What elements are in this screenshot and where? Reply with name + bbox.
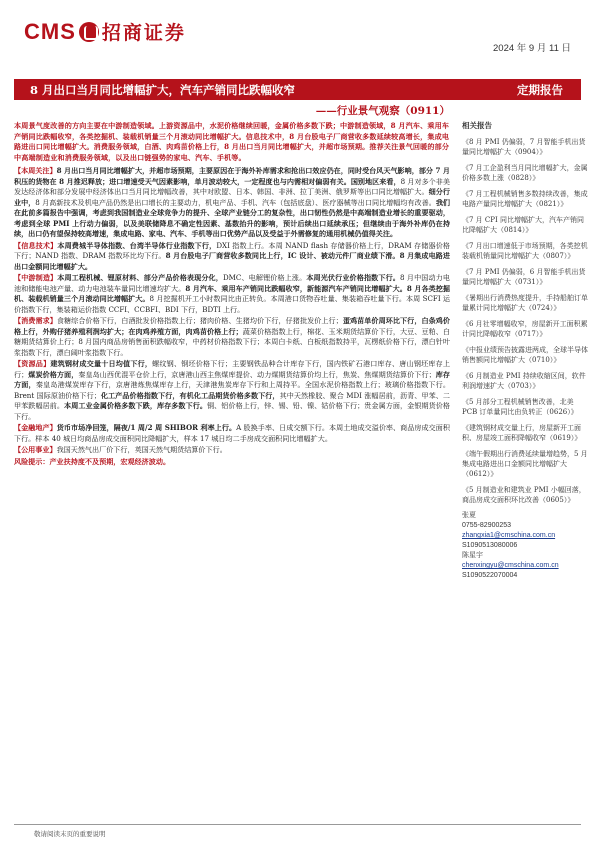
section-text: 8 月高新技术及机电产品仍然是出口增长的主要动力，机电产品、手机、汽车（包括底盘）、医疗器械等出口同比增幅均有改善。 bbox=[35, 197, 436, 207]
report-title: 8 月出口当月同比增幅扩大，汽车产销同比跌幅收窄 bbox=[30, 83, 296, 97]
cms-logo bbox=[24, 18, 186, 45]
related-report-link[interactable]: 《建筑钢材成交量上行，房屋新开工面积、房屋竣工面积降幅收窄（0619）》 bbox=[462, 424, 582, 442]
section-bold-text: 本周工程机械、锂原材料、部分产品价格表现分化， bbox=[57, 273, 223, 282]
section-bold-text: 蛋鸡苗单价周环比下行，白条鸡价格上行，外购仔猪养殖利润均扩大；在肉鸡养殖方面，肉鸡苗价格上行； bbox=[14, 316, 451, 336]
section-bold-text: 库存方面， bbox=[14, 369, 451, 389]
section-text: DMC、电解锂价格上涨。 bbox=[222, 273, 307, 282]
section-it bbox=[14, 241, 450, 273]
section-text: A 股换手率、日成交额下行。本周土地成交溢价率、商品房成交面积下行。样本 40 城日均商品房成交面积同比降幅扩大，样本 17 城日均二手房成交面积同比增幅扩大。 bbox=[14, 423, 450, 443]
section-text: 食糖综合价格下行，白酒批发价格指数上行； bbox=[56, 316, 200, 325]
section-bold-text: 煤炭价格方面， bbox=[28, 369, 79, 379]
analyst-phone: 0755-82900253 bbox=[462, 522, 512, 529]
related-report-link[interactable]: 《7 月 PMI 仍偏弱，6 月智能手机出货量同比增幅扩大（0731）》 bbox=[462, 268, 586, 286]
related-report-link[interactable]: 《7 月工程机械销售多数持续改善，集成电路产量同比增幅扩大（0821）》 bbox=[462, 190, 588, 208]
section-resources bbox=[14, 359, 450, 422]
section-text: 8 月挖掘机开工小时数同比由正转负。本周港口货物吞吐量、集装箱吞吐量下行。 bbox=[149, 294, 407, 303]
section-bold-text: 本周工业金属价格多数下跌，库存多数下行。 bbox=[64, 401, 208, 410]
section-bold-text: 8 月汽车、乘用车产销同比跌幅收窄，新能源汽车产销同比增幅扩大。8 月各类挖掘机、装载机销量三个月滚动同比增幅扩大。 bbox=[14, 283, 450, 303]
logo-cms-text: CMS bbox=[24, 18, 76, 44]
logo-cn-text: 招商证券 bbox=[101, 22, 186, 44]
section-tag: 【资源品】 bbox=[14, 359, 51, 368]
related-report-link[interactable]: 《6 月社零增幅收窄，房屋新开工面积累计同比降幅收窄（0717）》 bbox=[462, 320, 588, 338]
section-manufacturing bbox=[14, 273, 450, 315]
analyst-email-link[interactable]: zhangxia1@cmschina.com.cn bbox=[462, 532, 556, 539]
related-reports-heading: 相关报告 bbox=[462, 121, 492, 130]
section-text: 秦皇岛港煤炭库存下行，京唐港炼焦煤库存上行，天津港焦炭库存下行和上周持平。全国水泥价格指数上行；玻璃价格指数下行。Brent 国际原油价格下行； bbox=[14, 380, 450, 400]
section-text: 蔬菜价格指数上行，棉花、玉米期货结算价下行，大豆、豆粕、白糖期货结算价上行； bbox=[14, 326, 451, 346]
section-text: 其中天然橡胶、聚合 MDI 涨幅居前，沥青、甲苯、二甲苯跌幅居前。 bbox=[14, 390, 451, 410]
report-header bbox=[14, 14, 581, 54]
section-text: DXI 指数上行。本周 NAND flash 存储器价格上行，DRAM 存储器价格下行；NAND 指数、DRAM 指数环比均下行。 bbox=[14, 240, 451, 260]
section-text: 本周 SCFI 运价指数下行，集装箱运价指数 CCFI、CCBFI、BDI 下行，BDTI 上行。 bbox=[14, 294, 451, 314]
section-tag: 【信息技术】 bbox=[14, 240, 58, 250]
section-text: 秦皇岛山西优混平仓价上行，京唐港山西主焦煤库提价、动力煤期货结算价均上行，焦炭、焦煤期货结算价下行； bbox=[78, 369, 436, 379]
section-finance bbox=[14, 423, 450, 444]
section-focus bbox=[14, 166, 450, 240]
section-tag: 【金融地产】 bbox=[14, 423, 57, 432]
related-report-link[interactable]: 《中报业绩预告披露进两成，全球半导体销售额同比增幅扩大（0710）》 bbox=[462, 346, 588, 364]
section-text: 8 月中国动力电池和储能电池产量、动力电池装车量同比增速均扩大。 bbox=[14, 273, 450, 293]
report-type: 定期报告 bbox=[517, 83, 563, 97]
section-text: 铜、铝价格上行，锌、锡、铅、镍、钴价格下行；贵金属方面，金银期货价格下行。 bbox=[14, 401, 451, 421]
section-tag: 【消费需求】 bbox=[14, 316, 57, 325]
section-utilities bbox=[14, 445, 450, 456]
title-bar bbox=[14, 79, 581, 100]
related-report-link[interactable]: 《5 月制造业和建筑业 PMI 小幅回落，商品房成交面积环比改善（0605）》 bbox=[462, 486, 586, 504]
section-text: 8 月对多个非美发达经济体和部分发展中经济体出口当月同比增幅改善，其中对欧盟、日本、韩国、非洲、拉丁美洲、俄罗斯等出口同比增幅扩大。 bbox=[14, 176, 450, 196]
report-date: 2024 年 9 月 11 日 bbox=[493, 43, 571, 54]
risk-warning: 风险提示：产业扶持度不及预期，宏观经济波动。 bbox=[14, 456, 171, 466]
footer-divider bbox=[14, 824, 581, 825]
footer-disclaimer: 敬请阅读末页的重要说明 bbox=[34, 830, 106, 838]
section-bold-text: 我们在此前多篇报告中强调，考虑到我国制造业全球竞争力的提升、全球产业链分工的复杂性，出口韧性仍然是中高端制造业增长的重要驱动，考虑到全球 PMI 上行动力偏弱，以及美联储降息不确定性因素、基数抬升的影响，预计后续出口延续承压；但继续由于海外补库仍在持续，出口仍有望保持较高增速，集成电路、家电、汽车、手机等出口优势产品以及受益于外需修复的通用机械仍值得关注。 bbox=[14, 197, 451, 238]
analyst-name: 陈星宇 bbox=[462, 552, 483, 559]
section-bold-text: 8 月出口当月同比增幅扩大，并超市场预期，主要原因在于海外补库需求和抢出口效应仍在，同时受台风天气影响，部分 7 月积压的货物在 8 月推迟释放；进口增速受天气因素影响，单月波动较大，一定程度也与内需相对偏弱有关。国别地区来看， bbox=[14, 166, 451, 186]
section-consumption bbox=[14, 316, 450, 358]
section-bold-text: 本周光伏行业价格指数下行。 bbox=[306, 273, 400, 282]
related-report-link[interactable]: 《6 月制造业 PMI 持续收缩区间，软件利润增速扩大（0703）》 bbox=[462, 372, 586, 390]
analyst-email-link[interactable]: chenxingyu@cmschina.com.cn bbox=[462, 562, 559, 569]
section-text: 8 月国内商品房销售面积跌幅收窄，中药材价格指数下行；本周白卡纸、白板纸指数持平，瓦楞纸价格下行，漂白针叶浆指数下行，漂白阔叶浆指数下行。 bbox=[14, 337, 451, 357]
section-tag: 【中游制造】 bbox=[14, 273, 58, 282]
related-report-link[interactable]: 《7 月工企盈利当月同比增幅扩大，金属价格多数上涨（0828）》 bbox=[462, 164, 588, 182]
section-bold-text: 货币市场净回笼，隔夜/1 周/2 周 SHIBOR 利率上行。 bbox=[56, 423, 237, 432]
related-report-link[interactable]: 《端午假期出行消费延续量增趋势，5 月集成电路进出口金额同比增幅扩大（0612）》 bbox=[462, 450, 588, 478]
related-report-link[interactable]: 《7 月 CPI 同比增幅扩大，汽车产销同比降幅扩大（0814）》 bbox=[462, 216, 584, 234]
section-tag: 【公用事业】 bbox=[14, 445, 57, 454]
related-report-link[interactable]: 《暑期出行消费热度提升，手持船舶订单量累计同比增幅扩大（0724）》 bbox=[462, 294, 588, 312]
section-bold-text: 8 月台股电子厂商营收多数同比上行，IC 设计、被动元件厂商业绩下滑。8 月集成电路进出口金额同比增幅扩大。 bbox=[14, 251, 450, 271]
related-reports-list bbox=[462, 137, 590, 505]
related-report-link[interactable]: 《7 月出口增速低于市场预期，各类挖机装载机销量同比增幅扩大（0807）》 bbox=[462, 242, 588, 260]
section-bold-text: 化工产品价格指数下行，有机化工品期货价格多数下行， bbox=[100, 390, 280, 400]
analyst-cert: S1090522070004 bbox=[462, 572, 518, 579]
analyst-contacts bbox=[462, 511, 590, 581]
logo-mark-icon bbox=[79, 22, 99, 42]
sidebar bbox=[462, 121, 590, 581]
section-bold-text: 建筑钢材成交量十日均值下行， bbox=[50, 359, 153, 368]
section-text: 猪肉价格、生猪均价下行，仔猪批发价上行； bbox=[199, 316, 343, 325]
section-bold-text: 细分行业中， bbox=[14, 187, 450, 207]
related-report-link[interactable]: 《8 月 PMI 仍偏弱，7 月智能手机出货量同比增幅扩大（0904）》 bbox=[462, 138, 586, 156]
summary-paragraph: 本周景气度改善的方向主要在中游制造领域。上游资源品中，水泥价格继续回暖，金属价格多数下跌；中游制造领域，8 月汽车、乘用车产销同比跌幅收窄，各类挖掘机、装载机销量三个月滚动同比增幅扩大。信息技术中，8 月台股电子厂商营收多数延续较高增长，集成电路进出口同比增幅扩大。消费服务领域，白酒、肉鸡苗价格上行，8 月出口当月同比增幅扩大，并超市场预期。推荐关注景气回暖的部分中高端制造业和消费服务领域，以及出口链强势的家电、汽车、手机等。 bbox=[14, 121, 450, 162]
analyst-name: 张夏 bbox=[462, 512, 476, 519]
main-column bbox=[14, 121, 450, 468]
section-bold-text: 本周费城半导体指数、台湾半导体行业指数下行， bbox=[57, 240, 217, 250]
section-text: 我国天然气出厂价下行，英国天然气期货结算价下行。 bbox=[56, 445, 227, 454]
related-report-link[interactable]: 《5 月部分工程机械销售改善，北美 PCB 订单量同比由负转正（0626）》 bbox=[462, 398, 578, 416]
analyst-cert: S1090513080006 bbox=[462, 542, 518, 549]
section-tag: 【本周关注】 bbox=[14, 166, 57, 175]
section-text: 螺纹钢、钢坯价格下行；主要钢铁品种合计库存下行，国内铁矿石港口库存、唐山钢坯库存上行； bbox=[14, 359, 451, 379]
report-subtitle: ——行业景气观察（0911） bbox=[315, 105, 450, 117]
